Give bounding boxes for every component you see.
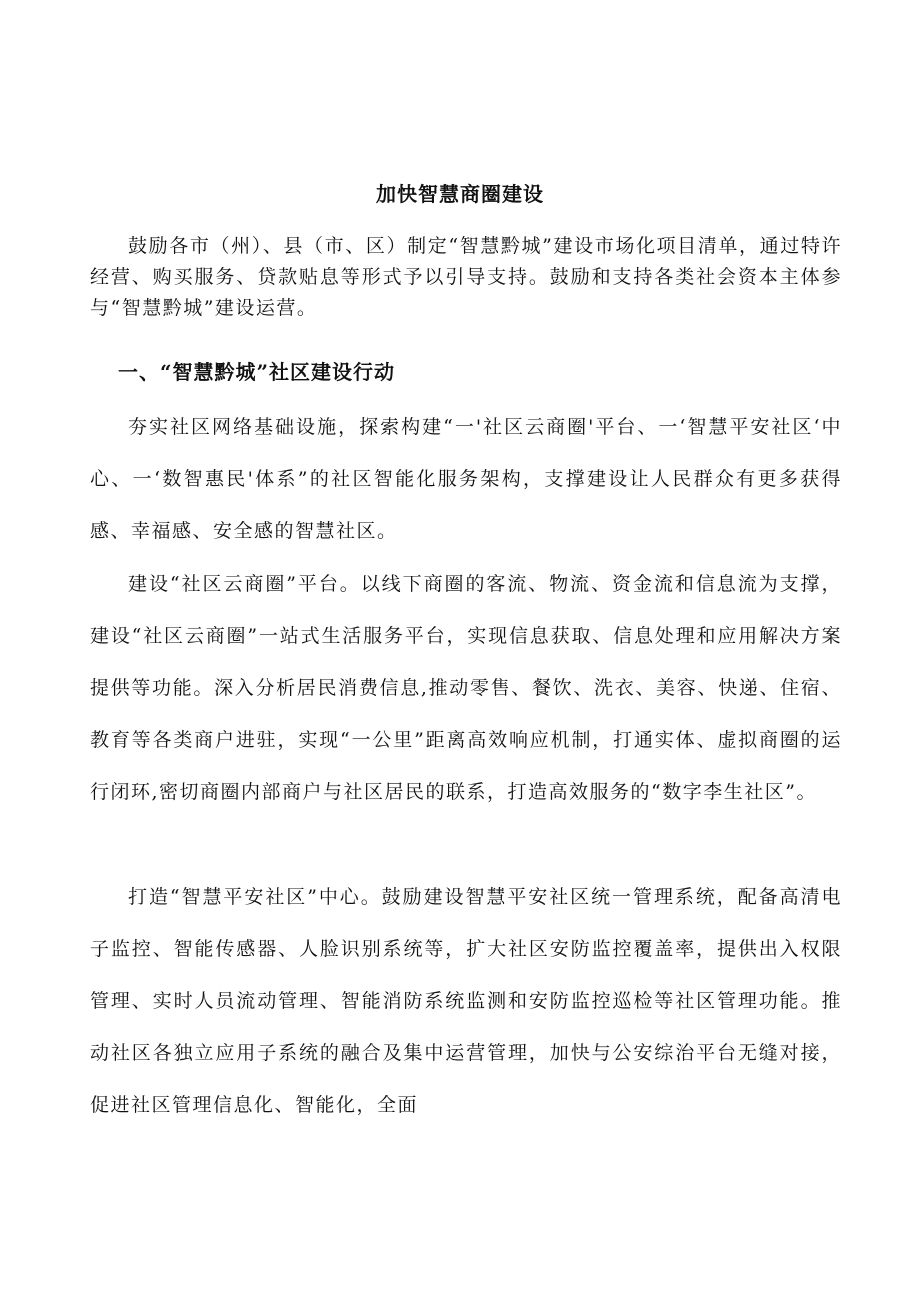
intro-paragraph: 鼓励各市（州）、县（市、区）制定“智慧黔城”建设市场化项目清单，通过特许经营、购买服务、贷款贴息等形式予以引导支持。鼓励和支持各类社会资本主体参与“智慧黔城”建设运营。	[90, 235, 842, 319]
body-paragraph: 夯实社区网络基础设施，探索构建“一'社区云商圈'平台、一‘智慧平安社区‘中心、一‘数智惠民'体系”的社区智能化服务架构，支撑建设让人民群众有更多获得感、幸福感、安全感的智慧社区。	[90, 416, 842, 542]
document-title: 加快智慧商圈建设	[376, 182, 544, 206]
body-paragraph: 建设“社区云商圈”平台。以线下商圈的客流、物流、资金流和信息流为支撑，建设“社区云商圈”一站式生活服务平台，实现信息获取、信息处理和应用解决方案提供等功能。深入分析居民消费信息,推动零售、餐饮、洗衣、美容、快递、住宿、教育等各类商户进驻，实现“一公里”距离高效响应机制，打通实体、虚拟商圈的运行闭环,密切商圈内部商户与社区居民的联系，打造高效服务的“数字李生社区”。	[90, 573, 842, 803]
body-paragraph: 打造“智慧平安社区”中心。鼓励建设智慧平安社区统一管理系统，配备高清电子监控、智能传感器、人脸识别系统等，扩大社区安防监控覆盖率，提供出入权限管理、实时人员流动管理、智能消防系统监测和安防监控巡检等社区管理功能。推动社区各独立应用子系统的融合及集中运营管理，加快与公安综治平台无缝对接，促进社区管理信息化、智能化，全面	[90, 886, 842, 1116]
section-heading: 一、“智慧黔城”社区建设行动	[118, 360, 396, 384]
